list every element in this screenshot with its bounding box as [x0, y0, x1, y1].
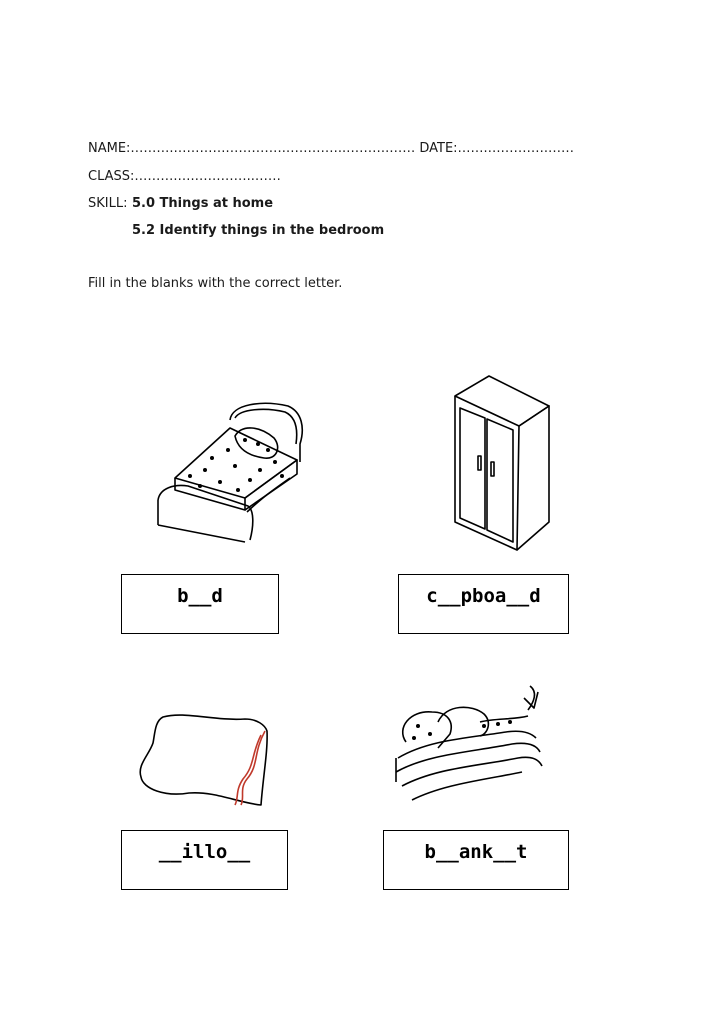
- instruction: Fill in the blanks with the correct letter.: [88, 276, 343, 291]
- bed-picture: [150, 400, 310, 545]
- pillow-answer-box[interactable]: __illo__: [121, 830, 288, 890]
- bed-answer-box[interactable]: b__d: [121, 574, 279, 634]
- name-date-line: NAME:……….………….………….…………..……….…… DATE:…….….……….……: [88, 141, 574, 156]
- skill-label: SKILL:: [88, 196, 128, 211]
- blanket-answer-box[interactable]: b__ank__t: [383, 830, 569, 890]
- skill-main: 5.0 Things at home: [132, 196, 274, 211]
- class-line: CLASS:……….….…………..……: [88, 169, 281, 184]
- skill-sub: 5.2 Identify things in the bedroom: [132, 223, 385, 238]
- cupboard-answer-box[interactable]: c__pboa__d: [398, 574, 569, 634]
- cupboard-picture: [445, 372, 555, 552]
- pillow-picture: [135, 705, 275, 815]
- blanket-picture: [388, 682, 548, 812]
